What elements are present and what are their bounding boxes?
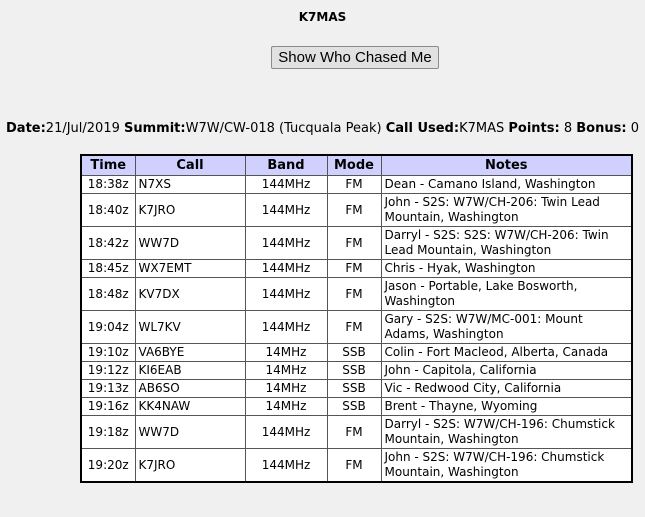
cell-notes: Chris - Hyak, Washington <box>381 260 632 278</box>
cell-band: 144MHz <box>245 260 327 278</box>
cell-notes: Jason - Portable, Lake Bosworth, Washington <box>381 278 632 311</box>
cell-time: 19:20z <box>81 449 135 483</box>
cell-band: 144MHz <box>245 416 327 449</box>
header-band: Band <box>245 155 327 176</box>
cell-notes: John - S2S: W7W/CH-206: Twin Lead Mountain, Washington <box>381 194 632 227</box>
cell-time: 18:42z <box>81 227 135 260</box>
table-row <box>81 311 632 344</box>
cell-call: N7XS <box>135 176 245 194</box>
cell-band: 144MHz <box>245 278 327 311</box>
summit-value: W7W/CW-018 (Tucquala Peak) <box>185 121 382 136</box>
cell-time: 19:12z <box>81 362 135 380</box>
cell-call: VA6BYE <box>135 344 245 362</box>
cell-band: 144MHz <box>245 311 327 344</box>
cell-notes: Gary - S2S: W7W/MC-001: Mount Adams, Washington <box>381 311 632 344</box>
cell-time: 19:10z <box>81 344 135 362</box>
cell-notes: Brent - Thayne, Wyoming <box>381 398 632 416</box>
cell-mode: FM <box>327 260 381 278</box>
bonus-label: Bonus: <box>576 121 627 136</box>
cell-call: WW7D <box>135 416 245 449</box>
table-row <box>81 260 632 278</box>
table-row <box>81 344 632 362</box>
cell-call: KI6EAB <box>135 362 245 380</box>
header-time: Time <box>81 155 135 176</box>
activation-summary <box>0 121 645 136</box>
cell-mode: SSB <box>327 362 381 380</box>
header-call: Call <box>135 155 245 176</box>
cell-mode: FM <box>327 227 381 260</box>
bonus-value: 0 <box>630 121 639 136</box>
contacts-table <box>80 154 633 483</box>
points-value: 8 <box>563 121 573 136</box>
cell-notes: John - Capitola, California <box>381 362 632 380</box>
cell-notes: Dean - Camano Island, Washington <box>381 176 632 194</box>
cell-call: WL7KV <box>135 311 245 344</box>
cell-call: KV7DX <box>135 278 245 311</box>
cell-call: KK4NAW <box>135 398 245 416</box>
cell-band: 144MHz <box>245 227 327 260</box>
table-row <box>81 416 632 449</box>
date-value: 21/Jul/2019 <box>45 121 120 136</box>
cell-band: 14MHz <box>245 344 327 362</box>
table-row <box>81 227 632 260</box>
cell-mode: FM <box>327 176 381 194</box>
cell-mode: SSB <box>327 380 381 398</box>
table-row <box>81 380 632 398</box>
cell-band: 14MHz <box>245 398 327 416</box>
show-who-chased-me-button[interactable]: Show Who Chased Me <box>271 46 439 69</box>
cell-notes: Colin - Fort Macleod, Alberta, Canada <box>381 344 632 362</box>
cell-band: 14MHz <box>245 380 327 398</box>
table-row <box>81 278 632 311</box>
cell-mode: FM <box>327 194 381 227</box>
header-mode: Mode <box>327 155 381 176</box>
table-row <box>81 362 632 380</box>
table-row <box>81 176 632 194</box>
header-notes: Notes <box>381 155 632 176</box>
cell-call: AB6SO <box>135 380 245 398</box>
cell-mode: SSB <box>327 398 381 416</box>
cell-band: 144MHz <box>245 176 327 194</box>
cell-mode: SSB <box>327 344 381 362</box>
call-used-value: K7MAS <box>459 121 505 136</box>
cell-time: 18:48z <box>81 278 135 311</box>
cell-notes: Darryl - S2S: W7W/CH-196: Chumstick Mountain, Washington <box>381 416 632 449</box>
call-used-label: Call Used: <box>385 121 460 136</box>
cell-time: 19:04z <box>81 311 135 344</box>
cell-band: 144MHz <box>245 194 327 227</box>
cell-time: 18:45z <box>81 260 135 278</box>
table-header-row <box>81 155 632 176</box>
cell-mode: FM <box>327 311 381 344</box>
date-label: Date: <box>6 121 46 136</box>
cell-time: 19:16z <box>81 398 135 416</box>
cell-call: K7JRO <box>135 194 245 227</box>
table-row <box>81 398 632 416</box>
summit-label: Summit: <box>124 121 186 136</box>
cell-mode: FM <box>327 449 381 483</box>
cell-band: 14MHz <box>245 362 327 380</box>
points-label: Points: <box>508 121 560 136</box>
cell-time: 18:40z <box>81 194 135 227</box>
cell-mode: FM <box>327 416 381 449</box>
cell-time: 19:18z <box>81 416 135 449</box>
cell-call: K7JRO <box>135 449 245 483</box>
cell-mode: FM <box>327 278 381 311</box>
cell-call: WW7D <box>135 227 245 260</box>
cell-notes: Darryl - S2S: S2S: W7W/CH-206: Twin Lead Mountain, Washington <box>381 227 632 260</box>
cell-call: WX7EMT <box>135 260 245 278</box>
cell-band: 144MHz <box>245 449 327 483</box>
table-row <box>81 449 632 483</box>
cell-notes: Vic - Redwood City, California <box>381 380 632 398</box>
page-title: K7MAS <box>298 10 347 24</box>
cell-notes: John - S2S: W7W/CH-196: Chumstick Mountain, Washington <box>381 449 632 483</box>
table-row <box>81 194 632 227</box>
cell-time: 18:38z <box>81 176 135 194</box>
cell-time: 19:13z <box>81 380 135 398</box>
